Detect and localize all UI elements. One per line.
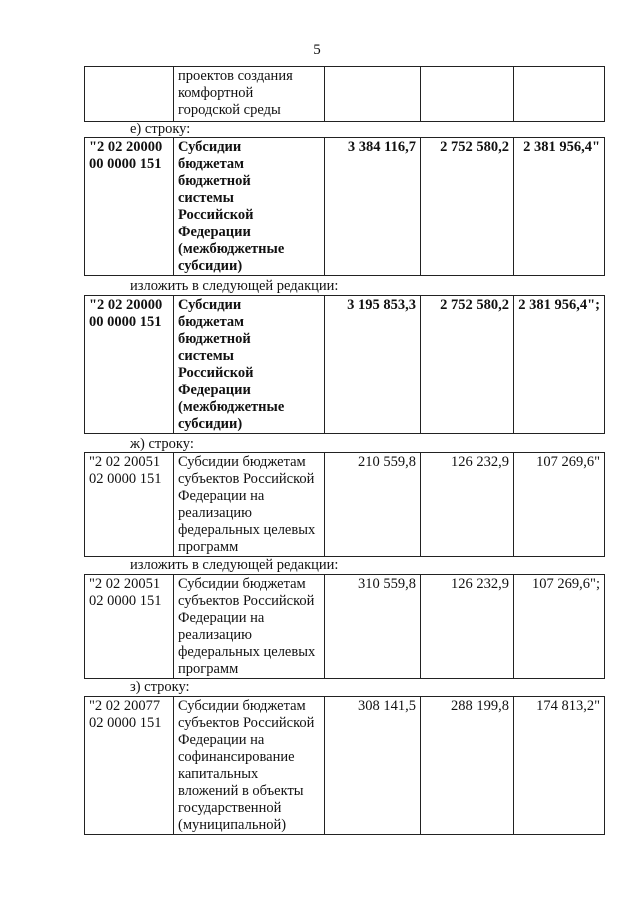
code-cell: "2 02 20077 02 0000 151 — [85, 697, 174, 835]
name-cell: Субсидии бюджетам субъектов Российской Федерации на реализацию федеральных целевых программ — [174, 575, 325, 679]
name-cell: Субсидии бюджетам бюджетной системы Российской Федерации (межбюджетные субсидии) — [174, 296, 325, 434]
value-cell-2: 2 752 580,2 — [421, 138, 514, 276]
code-cell: "2 02 20000 00 0000 151 — [85, 296, 174, 434]
value-cell-2 — [421, 67, 514, 122]
instruction-label-e: е) строку: — [130, 121, 191, 137]
table-row-z-old — [84, 696, 605, 835]
code-cell: "2 02 20051 02 0000 151 — [85, 575, 174, 679]
value-cell-1 — [325, 67, 421, 122]
instruction-label-z: з) строку: — [130, 679, 190, 695]
name-cell: Субсидии бюджетам бюджетной системы Российской Федерации (межбюджетные субсидии) — [174, 138, 325, 276]
value-cell-2: 126 232,9 — [421, 453, 514, 557]
name-cell: Субсидии бюджетам субъектов Российской Федерации на реализацию федеральных целевых программ — [174, 453, 325, 557]
name-cell: проектов создания комфортной городской среды — [174, 67, 325, 122]
page-number: 5 — [313, 42, 321, 58]
value-cell-3: 2 381 956,4" — [514, 138, 605, 276]
table-row-e-old — [84, 137, 605, 276]
name-cell: Субсидии бюджетам субъектов Российской Федерации на софинансирование капитальных вложений в объекты государственной (муниципальной) — [174, 697, 325, 835]
instruction-label-zh-new: изложить в следующей редакции: — [130, 557, 339, 573]
value-cell-2: 288 199,8 — [421, 697, 514, 835]
value-cell-3: 2 381 956,4"; — [514, 296, 605, 434]
table-row-continuation — [84, 66, 605, 122]
value-cell-1: 3 195 853,3 — [325, 296, 421, 434]
instruction-label-zh: ж) строку: — [130, 436, 194, 452]
value-cell-1: 3 384 116,7 — [325, 138, 421, 276]
code-cell: "2 02 20051 02 0000 151 — [85, 453, 174, 557]
value-cell-3: 174 813,2" — [514, 697, 605, 835]
code-cell: "2 02 20000 00 0000 151 — [85, 138, 174, 276]
table-row-zh-new — [84, 574, 605, 679]
value-cell-1: 310 559,8 — [325, 575, 421, 679]
value-cell-3: 107 269,6" — [514, 453, 605, 557]
value-cell-2: 2 752 580,2 — [421, 296, 514, 434]
value-cell-2: 126 232,9 — [421, 575, 514, 679]
value-cell-1: 308 141,5 — [325, 697, 421, 835]
value-cell-1: 210 559,8 — [325, 453, 421, 557]
table-row-e-new — [84, 295, 605, 434]
table-row-zh-old — [84, 452, 605, 557]
instruction-label-e-new: изложить в следующей редакции: — [130, 278, 339, 294]
value-cell-3 — [514, 67, 605, 122]
value-cell-3: 107 269,6"; — [514, 575, 605, 679]
code-cell — [85, 67, 174, 122]
